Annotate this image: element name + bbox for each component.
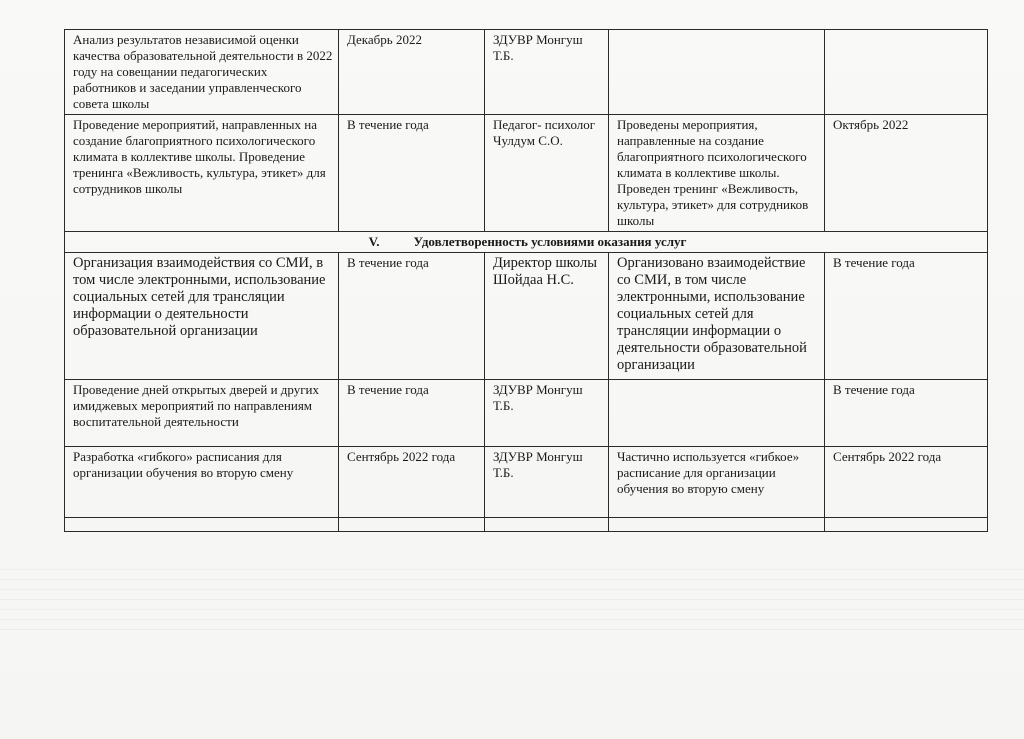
deadline-cell: Сентябрь 2022 года <box>339 447 485 518</box>
table-row <box>65 30 988 115</box>
responsible-cell: Директор школы Шойдаа Н.С. <box>485 253 609 380</box>
table-row <box>65 115 988 232</box>
action-plan-table <box>64 29 988 532</box>
result-cell <box>609 380 825 447</box>
bleed-through-margin <box>0 30 66 180</box>
deadline-cell: В течение года <box>339 253 485 380</box>
deadline-cell: В течение года <box>339 115 485 232</box>
result-cell: Организовано взаимодействие со СМИ, в том числе электронными, использование социальных сетей для трансляции информации о деятельности образовательной организации <box>609 253 825 380</box>
deadline-cell: Декабрь 2022 <box>339 30 485 115</box>
table-row <box>65 380 988 447</box>
actual-date-cell: Октябрь 2022 <box>825 115 988 232</box>
table-row <box>65 447 988 518</box>
section-number: V. <box>368 234 380 249</box>
section-title: Удовлетворенность условиями оказания услуг <box>413 234 687 249</box>
deadline-cell: В течение года <box>339 380 485 447</box>
actual-date-cell: Сентябрь 2022 года <box>825 447 988 518</box>
responsible-cell: ЗДУВР Монгуш Т.Б. <box>485 380 609 447</box>
result-cell <box>609 30 825 115</box>
actual-date-cell: В течение года <box>825 253 988 380</box>
measure-cell: Проведение мероприятий, направленных на создание благоприятного психологического климата в коллективе школы. Проведение тренинга «Вежливость, культура, этикет» для сотрудников школы <box>65 115 339 232</box>
responsible-cell: Педагог- психолог Чулдум С.О. <box>485 115 609 232</box>
section-header-row <box>65 232 988 253</box>
responsible-cell: ЗДУВР Монгуш Т.Б. <box>485 30 609 115</box>
empty-table-row <box>65 518 988 532</box>
measure-cell: Разработка «гибкого» расписания для организации обучения во вторую смену <box>65 447 339 518</box>
actual-date-cell: В течение года <box>825 380 988 447</box>
measure-cell: Организация взаимодействия со СМИ, в том числе электронными, использование социальных сетей для трансляции информации о деятельности образовательной организации <box>65 253 339 380</box>
result-cell: Проведены мероприятия, направленные на создание благоприятного психологического климата в коллективе школы. Проведен тренинг «Вежливость, культура, этикет» для сотрудников школы <box>609 115 825 232</box>
responsible-cell: ЗДУВР Монгуш Т.Б. <box>485 447 609 518</box>
measure-cell: Анализ результатов независимой оценки качества образовательной деятельности в 2022 году на совещании педагогических работников и заседании управленческого совета школы <box>65 30 339 115</box>
section-header <box>65 232 988 253</box>
measure-cell: Проведение дней открытых дверей и других имиджевых мероприятий по направлениям воспитательной деятельности <box>65 380 339 447</box>
actual-date-cell <box>825 30 988 115</box>
bleed-through-lines <box>0 560 1024 630</box>
result-cell: Частично используется «гибкое» расписание для организации обучения во вторую смену <box>609 447 825 518</box>
table-row <box>65 253 988 380</box>
